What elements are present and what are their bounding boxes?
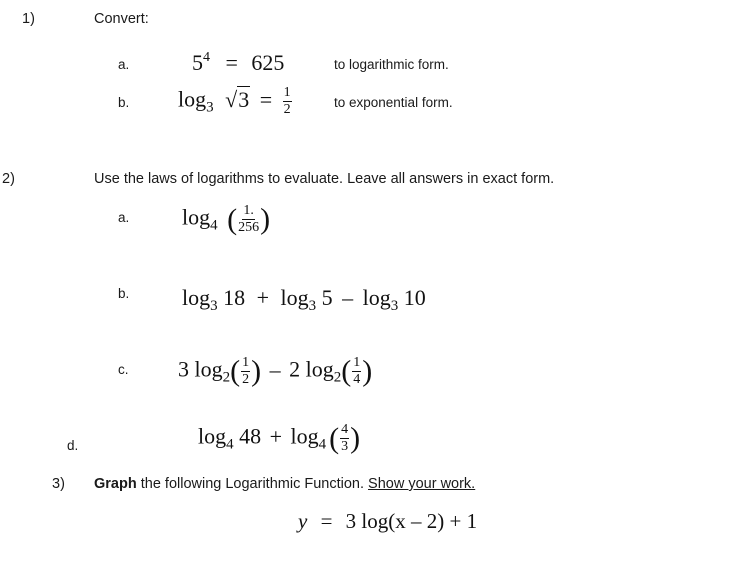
denominator: 2 (283, 102, 291, 117)
equation-rhs: 3 log(x – 2) + 1 (345, 509, 478, 533)
question-2-number: 2) (2, 171, 15, 187)
question-1-instruction: Convert: (94, 11, 149, 27)
argument-2: 5 (321, 285, 333, 310)
log-term-2: log (280, 285, 309, 310)
part-1b-expression (178, 86, 293, 117)
log-base-2: 3 (308, 298, 317, 314)
base: 5 (192, 50, 203, 75)
part-2a-expression (182, 204, 270, 235)
denominator: 3 (341, 439, 349, 454)
coefficient-1: 3 (178, 356, 189, 382)
equals-sign: = (320, 509, 333, 533)
log-term-3: log (362, 285, 391, 310)
log-function: log (182, 204, 211, 230)
left-paren: ( (329, 421, 340, 455)
question-3-number: 3) (52, 476, 65, 492)
argument-1: 48 (239, 423, 262, 449)
log-function-1: log (194, 356, 223, 382)
radical-icon: √ (225, 86, 238, 112)
log-function-2: log (305, 356, 334, 382)
part-1a-label: a. (118, 57, 130, 72)
right-paren: ) (362, 354, 373, 388)
question-2-instruction: Use the laws of logarithms to evaluate. Leave all answers in exact form. (94, 171, 555, 187)
part-1b-note: to exponential form. (334, 95, 453, 110)
part-2b-expression (182, 285, 426, 314)
log-function-2: log (290, 423, 319, 449)
part-2d-label: d. (67, 438, 79, 453)
argument-3: 10 (403, 285, 426, 310)
part-2c-expression (178, 356, 372, 387)
part-2a-label: a. (118, 210, 130, 225)
numerator: 1 (283, 85, 291, 100)
instruction-text: the following Logarithmic Function. (136, 476, 369, 492)
log-base-2: 2 (333, 369, 342, 386)
numerator-2: 1 (353, 355, 361, 370)
part-2b-label: b. (118, 286, 130, 301)
log-base-2: 4 (318, 436, 327, 453)
log-term-1: log (182, 285, 211, 310)
left-paren: ( (230, 354, 241, 388)
underlined-text: Show your work. (368, 476, 476, 492)
left-paren: ( (341, 354, 352, 388)
radicand: 3 (238, 86, 250, 112)
question-1-number: 1) (22, 11, 35, 27)
coefficient-2: 2 (289, 356, 301, 382)
equals-sign: = (259, 86, 273, 112)
log-base-3: 3 (390, 298, 399, 314)
fraction (283, 86, 292, 117)
part-1a-note: to logarithmic form. (334, 57, 449, 72)
log-function-1: log (198, 423, 227, 449)
plus-sign: + (269, 423, 283, 449)
numerator: 1. (243, 203, 254, 218)
fraction-2 (352, 356, 361, 387)
denominator-1: 2 (242, 372, 250, 387)
question-3-equation (298, 509, 477, 534)
part-2c-label: c. (118, 362, 129, 377)
numerator: 4 (341, 422, 349, 437)
denominator-2: 4 (353, 372, 361, 387)
exponent: 4 (203, 50, 210, 65)
right-paren: ) (350, 421, 361, 455)
part-1a-expression (192, 50, 284, 76)
fraction (238, 204, 259, 235)
log-base: 3 (206, 99, 214, 116)
plus-sign: + (256, 285, 270, 310)
left-paren: ( (227, 202, 238, 236)
right-paren: ) (251, 354, 262, 388)
bold-word: Graph (94, 476, 137, 492)
minus-sign: – (269, 356, 281, 382)
result: 625 (251, 50, 285, 75)
equation-lhs: y (298, 509, 308, 533)
fraction (340, 423, 349, 454)
log-base-1: 4 (226, 436, 234, 453)
part-1b-label: b. (118, 95, 130, 110)
argument-1: 18 (223, 285, 246, 310)
question-3-instruction (94, 476, 475, 492)
log-base-1: 3 (210, 298, 218, 314)
part-2d-expression (198, 423, 360, 454)
fraction-1 (241, 356, 250, 387)
square-root (225, 87, 250, 113)
log-base: 4 (210, 217, 218, 234)
denominator: 256 (238, 220, 260, 235)
log-function: log (178, 86, 207, 112)
log-base-1: 2 (222, 369, 231, 386)
numerator-1: 1 (242, 355, 250, 370)
minus-sign: – (342, 285, 354, 310)
equals-sign: = (225, 50, 238, 75)
right-paren: ) (260, 202, 271, 236)
